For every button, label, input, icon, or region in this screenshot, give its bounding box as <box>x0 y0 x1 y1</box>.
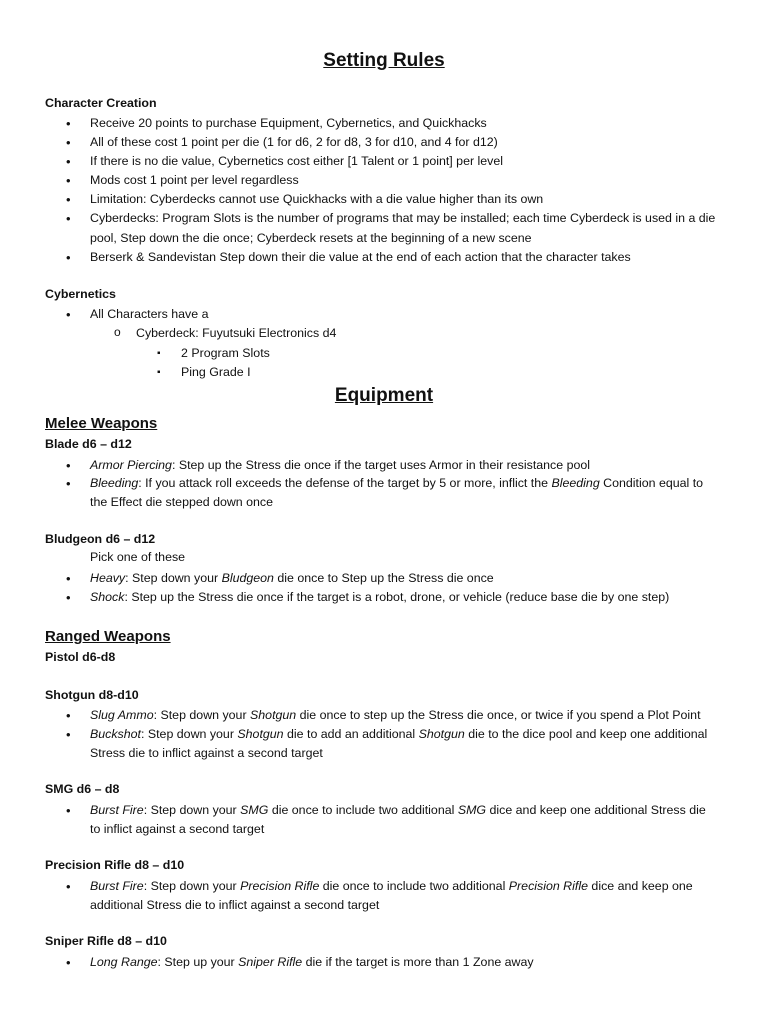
list-item: • Cyberdecks: Program Slots is the number of programs that may be installed; each time Cyberdeck is used in a die <box>90 209 728 228</box>
list-item <box>90 801 728 820</box>
list-item-continuation: additional Stress die to inflict against a second target <box>90 898 380 912</box>
tag: Bleeding <box>551 476 600 490</box>
equipment-title: Equipment <box>334 385 434 406</box>
list-item <box>90 569 728 588</box>
ranged-heading: Ranged Weapons <box>45 628 171 645</box>
text: die once to step up the Stress die once, or twice if you spend a Plot Point <box>296 708 701 722</box>
list-item-continuation: pool, Step down the die once; Cyberdeck resets at the beginning of a new scene <box>90 231 532 245</box>
melee-heading: Melee Weapons <box>45 415 158 432</box>
list-item <box>90 706 728 725</box>
list-subsubitem: ▪ 2 Program Slots <box>181 344 728 363</box>
tag: Sniper Rifle <box>238 955 303 969</box>
tag: Bleeding <box>90 476 139 490</box>
tag: Shotgun <box>237 727 284 741</box>
tag: SMG <box>457 803 487 817</box>
sniper-rifle-heading: Sniper Rifle d8 – d10 <box>45 934 167 948</box>
list-item: • Berserk & Sandevistan Step down their die value at the end of each action that the character takes <box>90 248 728 267</box>
text: : Step up the Stress die once if the target uses Armor in their resistance pool <box>171 458 591 472</box>
text: : Step down your <box>153 708 251 722</box>
tag: Long Range <box>90 955 158 969</box>
list-item: • All of these cost 1 point per die (1 for d6, 2 for d8, 3 for d10, and 4 for d12) <box>90 133 728 152</box>
text: dice and keep one additional Stress die <box>486 803 706 817</box>
tag: Shotgun <box>250 708 297 722</box>
tag: Heavy <box>90 571 126 585</box>
text: : Step up the Stress die once if the target is a robot, drone, or vehicle (reduce base die by one step) <box>124 590 670 604</box>
smg-heading: SMG d6 – d8 <box>45 782 120 796</box>
tag: Burst Fire <box>90 879 144 893</box>
text: : Step up your <box>157 955 239 969</box>
list-item-continuation: Stress die to inflict against a second target <box>90 746 323 760</box>
text: : Step down your <box>143 803 241 817</box>
list-item <box>90 456 728 475</box>
tag: Shock <box>90 590 125 604</box>
text: die to the dice pool and keep one additional <box>464 727 708 741</box>
list-item <box>90 474 728 493</box>
text: die if the target is more than 1 Zone away <box>302 955 534 969</box>
list-item-continuation: to inflict against a second target <box>90 822 265 836</box>
page-title: Setting Rules <box>323 50 445 71</box>
list-item: • Limitation: Cyberdecks cannot use Quickhacks with a die value higher than its own <box>90 190 728 209</box>
text: : Step down your <box>143 879 241 893</box>
tag: Shotgun <box>418 727 465 741</box>
tag: Armor Piercing <box>90 458 172 472</box>
list-item <box>90 877 728 896</box>
list-subitem: o Cyberdeck: Fuyutsuki Electronics d4 <box>136 324 728 343</box>
text: : Step down your <box>140 727 238 741</box>
list-subsubitem: ▪ Ping Grade I <box>181 363 728 382</box>
text: die once to Step up the Stress die once <box>273 571 494 585</box>
list-item: • Receive 20 points to purchase Equipment, Cybernetics, and Quickhacks <box>90 114 728 133</box>
list-item <box>90 725 728 744</box>
text: Condition equal to <box>599 476 704 490</box>
character-creation-heading: Character Creation <box>45 96 157 110</box>
list-item: • All Characters have a <box>90 305 728 324</box>
text: die to add an additional <box>283 727 419 741</box>
tag: Bludgeon <box>221 571 274 585</box>
cybernetics-heading: Cybernetics <box>45 287 116 301</box>
pistol-heading: Pistol d6-d8 <box>45 650 116 664</box>
shotgun-heading: Shotgun d8-d10 <box>45 688 139 702</box>
list-item <box>90 588 728 607</box>
pick-note: Pick one of these <box>90 550 186 564</box>
text: : Step down your <box>125 571 222 585</box>
list-item: • If there is no die value, Cybernetics cost either [1 Talent or 1 point] per level <box>90 152 728 171</box>
list-item: • Mods cost 1 point per level regardless <box>90 171 728 190</box>
tag: Burst Fire <box>90 803 144 817</box>
bludgeon-heading: Bludgeon d6 – d12 <box>45 532 156 546</box>
text: : If you attack roll exceeds the defense of the target by 5 or more, inflict the <box>138 476 552 490</box>
tag: Buckshot <box>90 727 141 741</box>
tag: Precision Rifle <box>508 879 588 893</box>
list-item-continuation: the Effect die stepped down once <box>90 495 274 509</box>
list-item <box>90 953 728 972</box>
text: die once to include two additional <box>268 803 458 817</box>
tag: Precision Rifle <box>240 879 320 893</box>
blade-heading: Blade d6 – d12 <box>45 437 132 451</box>
precision-rifle-heading: Precision Rifle d8 – d10 <box>45 858 185 872</box>
tag: Slug Ammo <box>90 708 154 722</box>
tag: SMG <box>240 803 269 817</box>
text: die once to include two additional <box>319 879 509 893</box>
text: dice and keep one <box>587 879 693 893</box>
